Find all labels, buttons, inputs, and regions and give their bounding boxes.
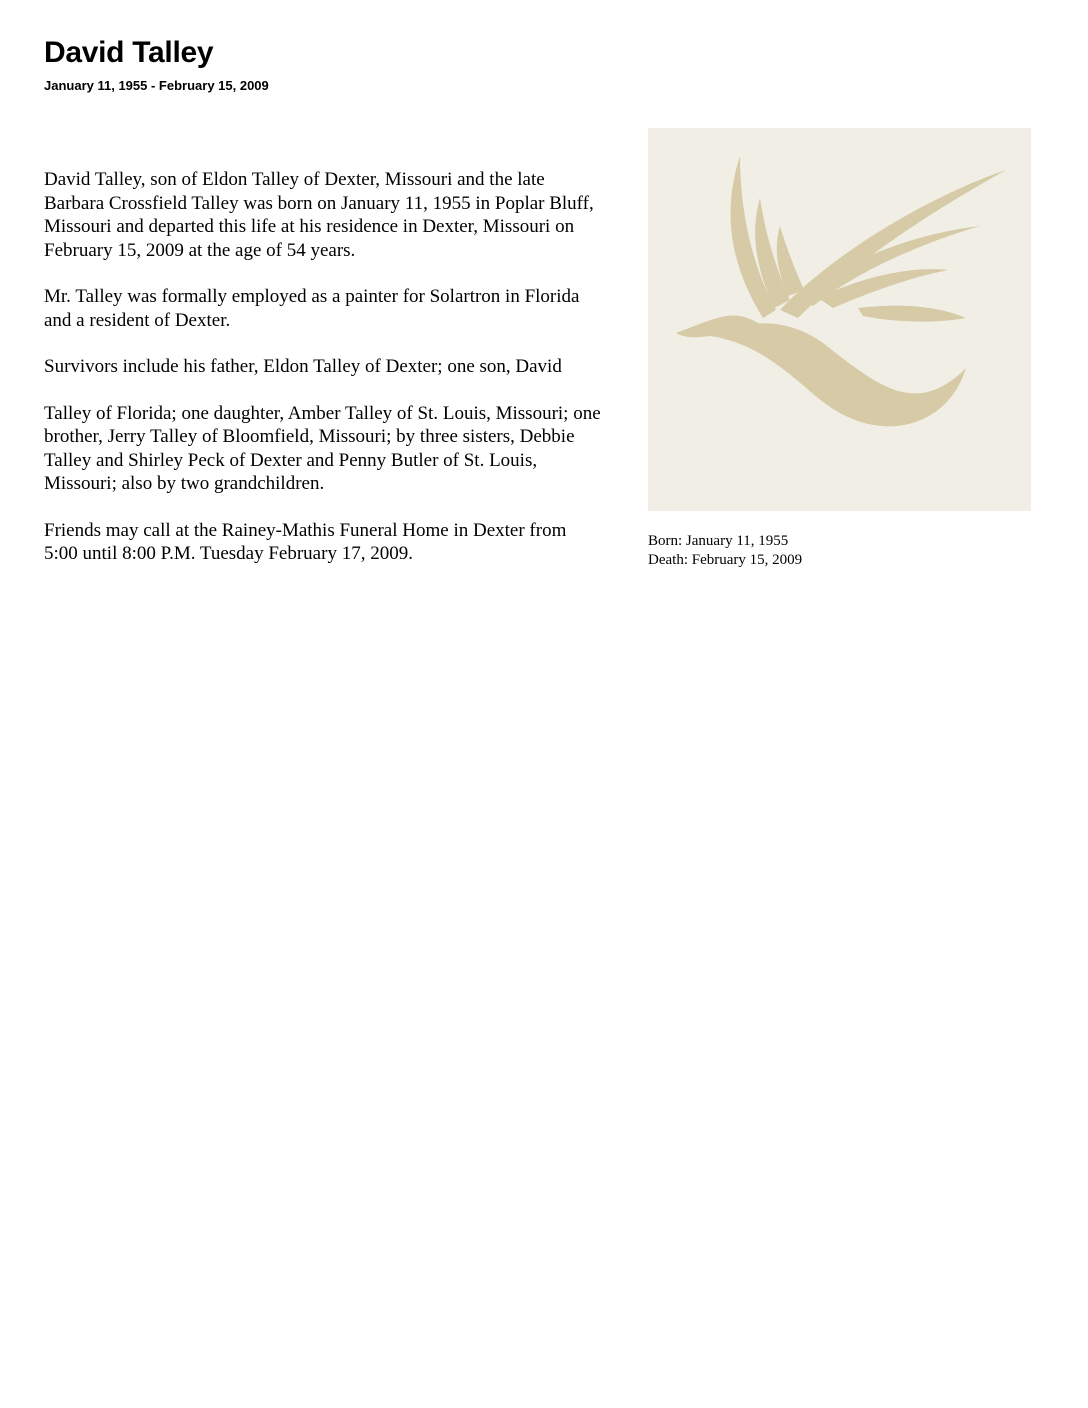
obituary-paragraph: David Talley, son of Eldon Talley of Dexter, Missouri and the late Barbara Crossfield Talley was born on January 11, 1955 in Poplar Bluff, Missouri and departed this life at his residence in Dexter, Missouri on February 15, 2009 at the age of 54 years. — [44, 169, 594, 261]
obituary-text — [44, 168, 604, 589]
obituary-paragraph: Friends may call at the Rainey-Mathis Funeral Home in Dexter from 5:00 until 8:00 P.M. Tuesday February 17, 2009. — [44, 519, 567, 564]
dove-icon — [648, 128, 1031, 511]
death-date: Death: February 15, 2009 — [648, 552, 803, 568]
dove-emblem — [648, 128, 1031, 511]
dates-caption — [648, 532, 802, 570]
lifespan-dates: January 11, 1955 - February 15, 2009 — [44, 78, 269, 93]
born-date: Born: January 11, 1955 — [648, 533, 789, 549]
obituary-paragraph: Survivors include his father, Eldon Talley of Dexter; one son, David — [44, 356, 562, 377]
obituary-paragraph: Talley of Florida; one daughter, Amber Talley of St. Louis, Missouri; one brother, Jerry Talley of Bloomfield, Missouri; by three sisters, Debbie Talley and Shirley Peck of Dexter and Penny Butler of St. Louis, Missouri; also by two grandchildren. — [44, 402, 601, 494]
obituary-paragraph: Mr. Talley was formally employed as a painter for Solartron in Florida and a resident of Dexter. — [44, 286, 580, 331]
page-title: David Talley — [44, 36, 214, 69]
